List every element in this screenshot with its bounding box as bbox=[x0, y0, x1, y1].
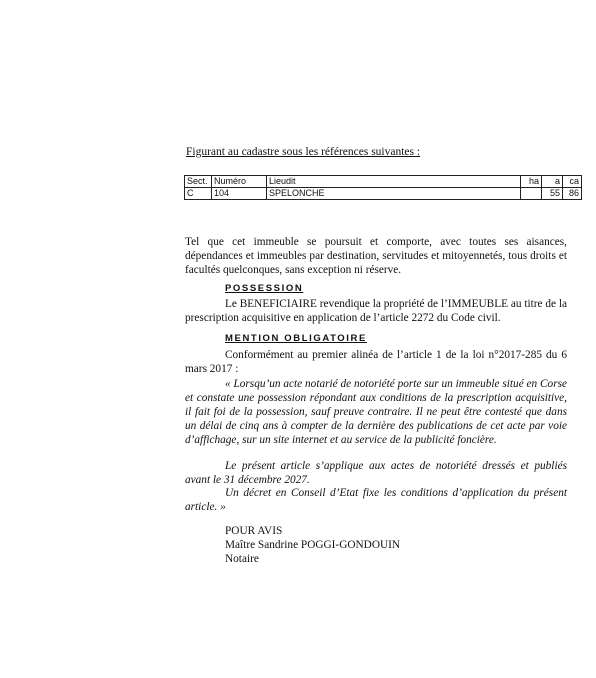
cell-ha bbox=[521, 188, 542, 200]
table-row bbox=[185, 188, 582, 200]
signature-title: Notaire bbox=[225, 553, 259, 565]
cell-numero: 104 bbox=[212, 188, 267, 200]
col-ha: ha bbox=[521, 176, 542, 188]
col-ca: ca bbox=[563, 176, 582, 188]
table-header-row bbox=[185, 176, 582, 188]
signature-pour-avis: POUR AVIS bbox=[225, 525, 283, 537]
cadastre-table bbox=[184, 175, 582, 200]
mention-heading: MENTION OBLIGATOIRE bbox=[225, 333, 367, 344]
col-a: a bbox=[542, 176, 563, 188]
law-quote-paragraph-3: Un décret en Conseil d’Etat fixe les conditions d’application du présent article. » bbox=[185, 487, 567, 513]
cell-sect: C bbox=[185, 188, 212, 200]
possession-heading: POSSESSION bbox=[225, 283, 304, 294]
law-quote-paragraph-2: Le présent article s’applique aux actes de notoriété dressés et publiés avant le 31 décembre 2027. bbox=[185, 460, 567, 486]
signature-notaire-name: Maître Sandrine POGGI-GONDOUIN bbox=[225, 539, 401, 551]
possession-paragraph: Le BENEFICIAIRE revendique la propriété de l’IMMEUBLE au titre de la prescription acquisitive en application de l’article 2272 du Code civil. bbox=[185, 298, 567, 324]
law-quote-paragraph-1: « Lorsqu’un acte notarié de notoriété porte sur un immeuble situé en Corse et constate une possession répondant aux conditions de la prescription acquisitive, il fait foi de la possession, sauf preuve contraire. Il ne peut être contesté que dans un délai de cinq ans à compter de la dernière des publications de cet acte par voie d’affichage, sur un site internet et au service de la publicité foncière. bbox=[185, 378, 568, 446]
cadastre-intro: Figurant au cadastre sous les références suivantes : bbox=[186, 146, 421, 158]
col-numero: Numéro bbox=[212, 176, 267, 188]
cell-ca: 86 bbox=[563, 188, 582, 200]
immeuble-paragraph: Tel que cet immeuble se poursuit et comporte, avec toutes ses aisances, dépendances et immeubles par destination, servitudes et mitoyennetés, tous droits et facultés quelconques, sans exception ni réserve. bbox=[185, 236, 567, 276]
col-sect: Sect. bbox=[185, 176, 212, 188]
mention-intro: Conformément au premier alinéa de l’article 1 de la loi n°2017-285 du 6 mars 2017 : bbox=[185, 349, 567, 375]
cell-lieudit: SPELONCHE bbox=[267, 188, 521, 200]
cell-a: 55 bbox=[542, 188, 563, 200]
col-lieudit: Lieudit bbox=[267, 176, 521, 188]
